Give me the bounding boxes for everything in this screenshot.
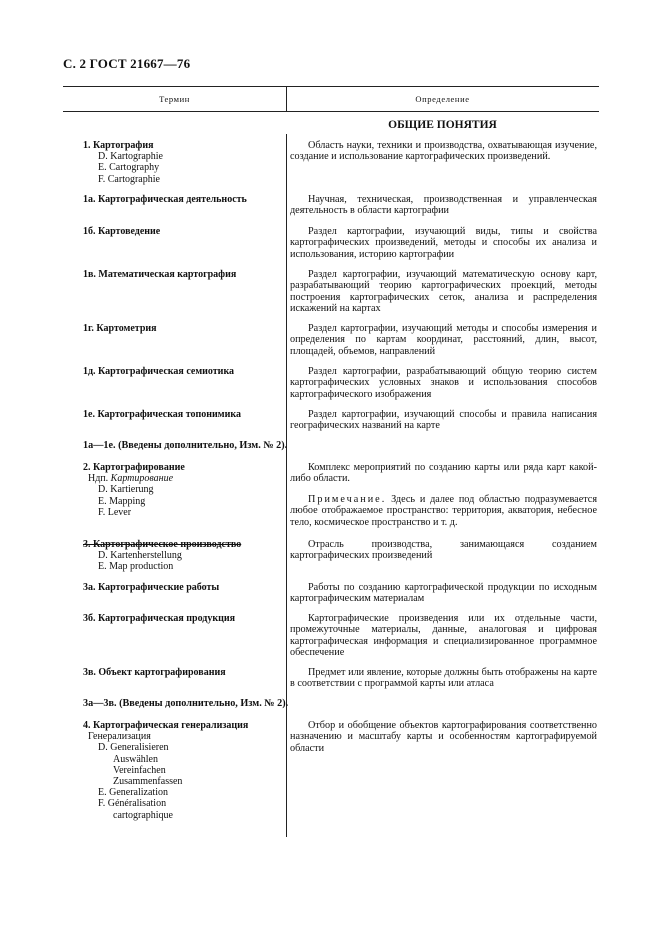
note-label: Примечание. xyxy=(308,494,387,505)
amendment-note: 3а—3в. (Введены дополнительно, Изм. № 2). xyxy=(83,698,289,709)
term-entry xyxy=(83,539,283,573)
term-title: 4. Картографическая генерализация xyxy=(83,720,249,731)
section-title: ОБЩИЕ ПОНЯТИЯ xyxy=(388,119,497,131)
ndp-term: Картирование xyxy=(110,473,174,485)
column-divider xyxy=(286,134,287,837)
term-entry xyxy=(83,720,283,821)
definition: Раздел картографии, разрабатывающий общую теорию систем картографических условных знаков и использования способов картографического изображения xyxy=(290,366,597,400)
translation-en: E. Generalization xyxy=(98,787,168,799)
term-entry xyxy=(83,269,283,280)
column-header-term: Термин xyxy=(159,94,190,104)
ndp-prefix: Ндп. xyxy=(88,473,109,485)
term-title: 1б. Картоведение xyxy=(83,226,161,237)
column-header-definition: Определение xyxy=(415,94,470,104)
term-entry xyxy=(83,613,283,624)
term-title: 3. Картографическое производство xyxy=(83,539,242,550)
translation-fr: F. Généralisation xyxy=(98,798,167,810)
term-entry xyxy=(83,462,283,518)
term-entry xyxy=(83,667,283,678)
translation-fr: F. Cartographie xyxy=(98,173,160,185)
definition: Научная, техническая, производственная и управленческая деятельность в области картографии xyxy=(290,194,597,217)
definition: Комплекс мероприятий по созданию карты или ряда карт какой-либо области. xyxy=(290,462,597,485)
definition: Предмет или явление, которые должны быть отображены на карте в соответствии с программой карты или атласа xyxy=(290,667,597,690)
note-text: Здесь и далее под областью подразумевается любое отображаемое пространство: территория, акватория, небесное тело, космическое пространство и т. д. xyxy=(290,494,598,528)
translation-en: E. Map production xyxy=(98,561,174,573)
term-entry xyxy=(83,194,283,205)
translation-de-variant: Zusammenfassen xyxy=(113,776,183,788)
table-top-rule xyxy=(63,86,599,87)
term-title: 3а. Картографические работы xyxy=(83,582,220,593)
term-title: 3б. Картографическая продукция xyxy=(83,613,236,624)
translation-de: D. Kartographie xyxy=(98,151,163,163)
definition: Раздел картографии, изучающий методы и способы измерения и определения по картам координат, расстояний, длин, высот, площадей, объемов, направлений xyxy=(290,323,597,357)
translation-en: E. Mapping xyxy=(98,495,146,507)
definition: Раздел картографии, изучающий виды, типы и свойства картографических произведений, методы и способы их анализа и использования, историю картографии xyxy=(290,226,597,260)
translation-de: D. Kartierung xyxy=(98,484,154,496)
translation-fr: F. Lever xyxy=(98,506,132,518)
translation-de-variant: Auswählen xyxy=(113,753,158,765)
amendment-note: 1а—1е. (Введены дополнительно, Изм. № 2). xyxy=(83,440,288,451)
deprecated-term xyxy=(83,473,283,484)
term-title: 1а. Картографическая деятельность xyxy=(83,194,247,205)
term-entry xyxy=(83,366,283,377)
translation-de: D. Kartenherstellung xyxy=(98,550,182,562)
term-title: 2. Картографирование xyxy=(83,462,185,473)
term-title: 1г. Картометрия xyxy=(83,323,157,334)
term-title: 1д. Картографическая семиотика xyxy=(83,366,235,377)
synonym: Генерализация xyxy=(88,731,151,743)
table-header-rule xyxy=(63,111,599,112)
definition: Картографические произведения или их отдельные части, промежуточные материалы, данные, аналоговая и цифровая картографическая информация и специализированное программное обеспечение xyxy=(290,613,597,658)
definition: Раздел картографии, изучающий способы и правила написания географических названий на карте xyxy=(290,409,597,432)
term-entry xyxy=(83,140,283,185)
page-title: С. 2 ГОСТ 21667—76 xyxy=(63,56,191,71)
translation-de: D. Generalisieren xyxy=(98,742,169,754)
definition: Область науки, техники и производства, охватывающая изучение, создание и использование картографических произведений. xyxy=(290,140,597,163)
term-entry xyxy=(83,323,283,334)
translation-en: E. Cartography xyxy=(98,162,160,174)
definition: Работы по созданию картографической продукции по исходным картографическим материалам xyxy=(290,582,597,605)
term-title: 3в. Объект картографирования xyxy=(83,667,226,678)
definition: Отбор и обобщение объектов картографирования соответственно назначению и масштабу карты и особенностям картографируемой области xyxy=(290,720,597,754)
term-title: 1е. Картографическая топонимика xyxy=(83,409,241,420)
term-title: 1. Картография xyxy=(83,140,154,151)
term-entry xyxy=(83,409,283,420)
translation-de-variant: Vereinfachen xyxy=(113,764,166,776)
definition-note xyxy=(290,494,597,528)
term-entry xyxy=(83,582,283,593)
definition: Отрасль производства, занимающаяся созданием картографических произведений xyxy=(290,539,597,562)
translation-fr-cont: cartographique xyxy=(113,809,173,821)
definition: Раздел картографии, изучающий математическую основу карт, разрабатывающий теорию картографических проекций, методы построения картографических сеток, анализа и распределения искажений на картах xyxy=(290,269,597,314)
term-entry xyxy=(83,226,283,237)
term-title: 1в. Математическая картография xyxy=(83,269,237,280)
